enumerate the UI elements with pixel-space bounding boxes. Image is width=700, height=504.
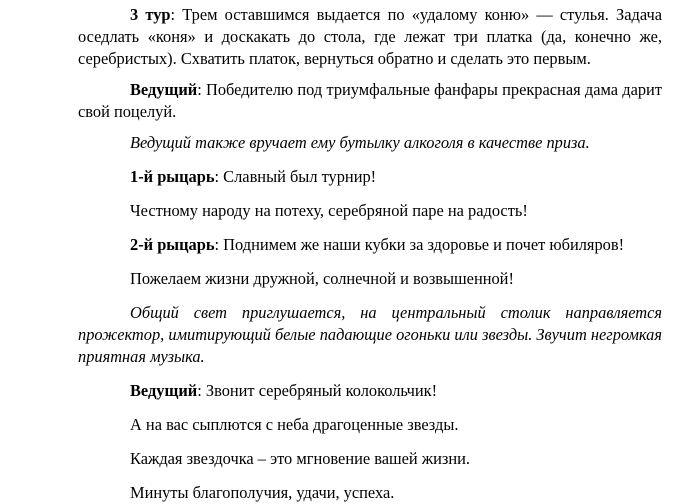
paragraph-line: Пожелаем жизни дружной, солнечной и возвышенной!	[130, 269, 514, 288]
paragraph-text: : Трем оставшимся выдается по «удалому коню» — стулья. Задача оседлать «коня» и доскакать до стола, где лежат три платка (да, конечно же, серебристых). Схватить платок, вернуться обратно и сделать это первым.	[78, 5, 662, 68]
stage-direction-prize: Ведущий также вручает ему бутылку алкоголя в качестве приза.	[130, 133, 590, 152]
stage-direction-lights: Общий свет приглушается, на центральный столик направляется прожектор, имитирующий белые падающие огоньки или звезды. Звучит негромкая приятная музыка.	[78, 303, 662, 366]
paragraph-knight-2	[78, 234, 662, 256]
paragraph-line: А на вас сыплются с неба драгоценные звезды.	[130, 415, 459, 434]
paragraph-host-kiss	[78, 79, 662, 123]
speaker-label: 1-й рыцарь	[130, 167, 215, 186]
paragraph-text: : Поднимем же наши кубки за здоровье и почет юбиляров!	[214, 235, 625, 254]
paragraph-text: : Победителю под триумфальные фанфары прекрасная дама дарит свой поцелуй.	[78, 80, 662, 121]
paragraph-host-bell	[78, 380, 662, 402]
paragraph-line: Каждая звездочка – это мгновение вашей жизни.	[130, 449, 471, 468]
paragraph-text: : Звонит серебряный колокольчик!	[197, 381, 438, 400]
speaker-label: 2-й рыцарь	[130, 235, 215, 254]
paragraph-text: : Славный был турнир!	[214, 167, 377, 186]
paragraph-line: Минуты благополучия, удачи, успеха.	[130, 483, 395, 502]
speaker-label: Ведущий	[130, 80, 198, 99]
paragraph-round-3	[78, 4, 662, 70]
paragraph-line: Честному народу на потеху, серебряной паре на радость!	[130, 201, 528, 220]
paragraph-knight-1	[78, 166, 662, 188]
speaker-label: Ведущий	[130, 381, 198, 400]
speaker-label: 3 тур	[130, 5, 171, 24]
